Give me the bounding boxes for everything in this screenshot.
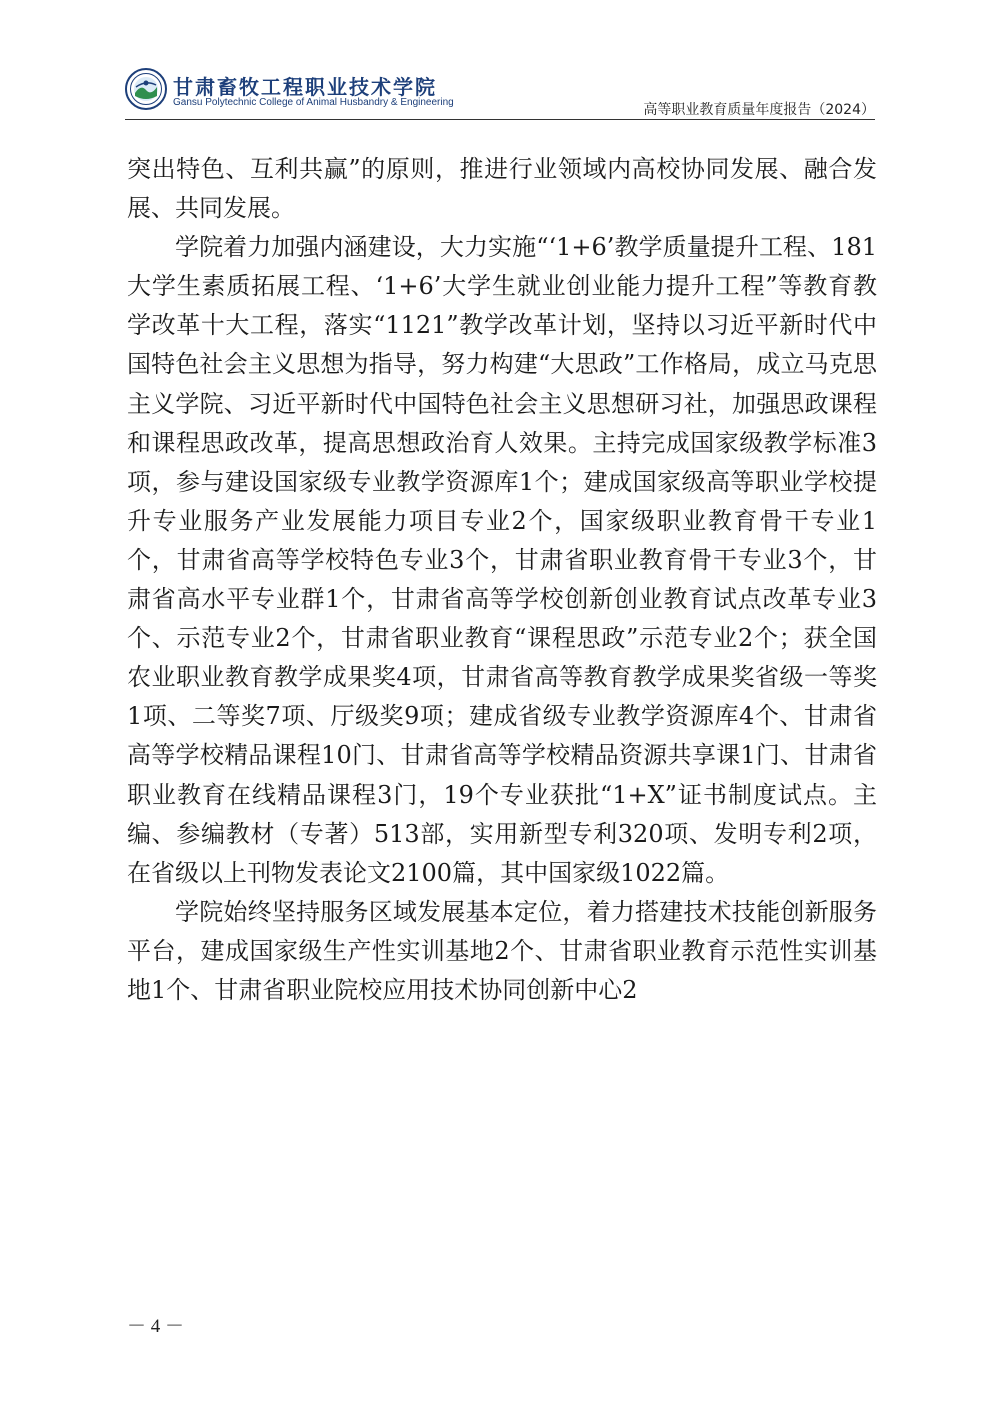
school-logo-icon (125, 68, 167, 110)
header-divider (125, 119, 875, 120)
school-name: 甘肃畜牧工程职业技术学院 (173, 75, 437, 99)
paragraph-continued: 突出特色、互利共赢”的原则，推进行业领域内高校协同发展、融合发展、共同发展。 (127, 155, 877, 223)
school-name-english: Gansu Polytechnic College of Animal Husbandry & Engineering (173, 97, 454, 108)
page-header (125, 68, 875, 120)
report-title: 高等职业教育质量年度报告（2024） (643, 102, 875, 118)
paragraph: 学院着力加强内涵建设，大力实施“‘1+6’教学质量提升工程、181大学生素质拓展工程、‘1+6’大学生就业创业能力提升工程”等教育教学改革十大工程，落实“1121”教学改革计划，坚持以习近平新时代中国特色社会主义思想为指导，努力构建“大思政”工作格局，成立马克思主义学院、习近平新时代中国特色社会主义思想研习社，加强思政课程和课程思政改革，提高思想政治育人效果。主持完成国家级教学标准3项，参与建设国家级专业教学资源库1个；建成国家级高等职业学校提升专业服务产业发展能力项目专业2个，国家级职业教育骨干专业1个，甘肃省高等学校特色专业3个，甘肃省职业教育骨干专业3个，甘肃省高水平专业群1个，甘肃省高等学校创新创业教育试点改革专业3个、示范专业2个，甘肃省职业教育“课程思政”示范专业2个；获全国农业职业教育教学成果奖4项，甘肃省高等教育教学成果奖省级一等奖1项、二等奖7项、厅级奖9项；建成省级专业教学资源库4个、甘肃省高等学校精品课程10门、甘肃省高等学校精品资源共享课1门、甘肃省职业教育在线精品课程3门，19个专业获批“1+X”证书制度试点。主编、参编教材（专著）513部，实用新型专利320项、发明专利2项，在省级以上刊物发表论文2100篇，其中国家级1022篇。 (127, 233, 877, 887)
paragraph: 学院始终坚持服务区域发展基本定位，着力搭建技术技能创新服务平台，建成国家级生产性实训基地2个、甘肃省职业教育示范性实训基地1个、甘肃省职业院校应用技术协同创新中心2 (127, 897, 877, 1004)
body-text (127, 150, 877, 1010)
page-number: － 4 － (127, 1316, 185, 1337)
